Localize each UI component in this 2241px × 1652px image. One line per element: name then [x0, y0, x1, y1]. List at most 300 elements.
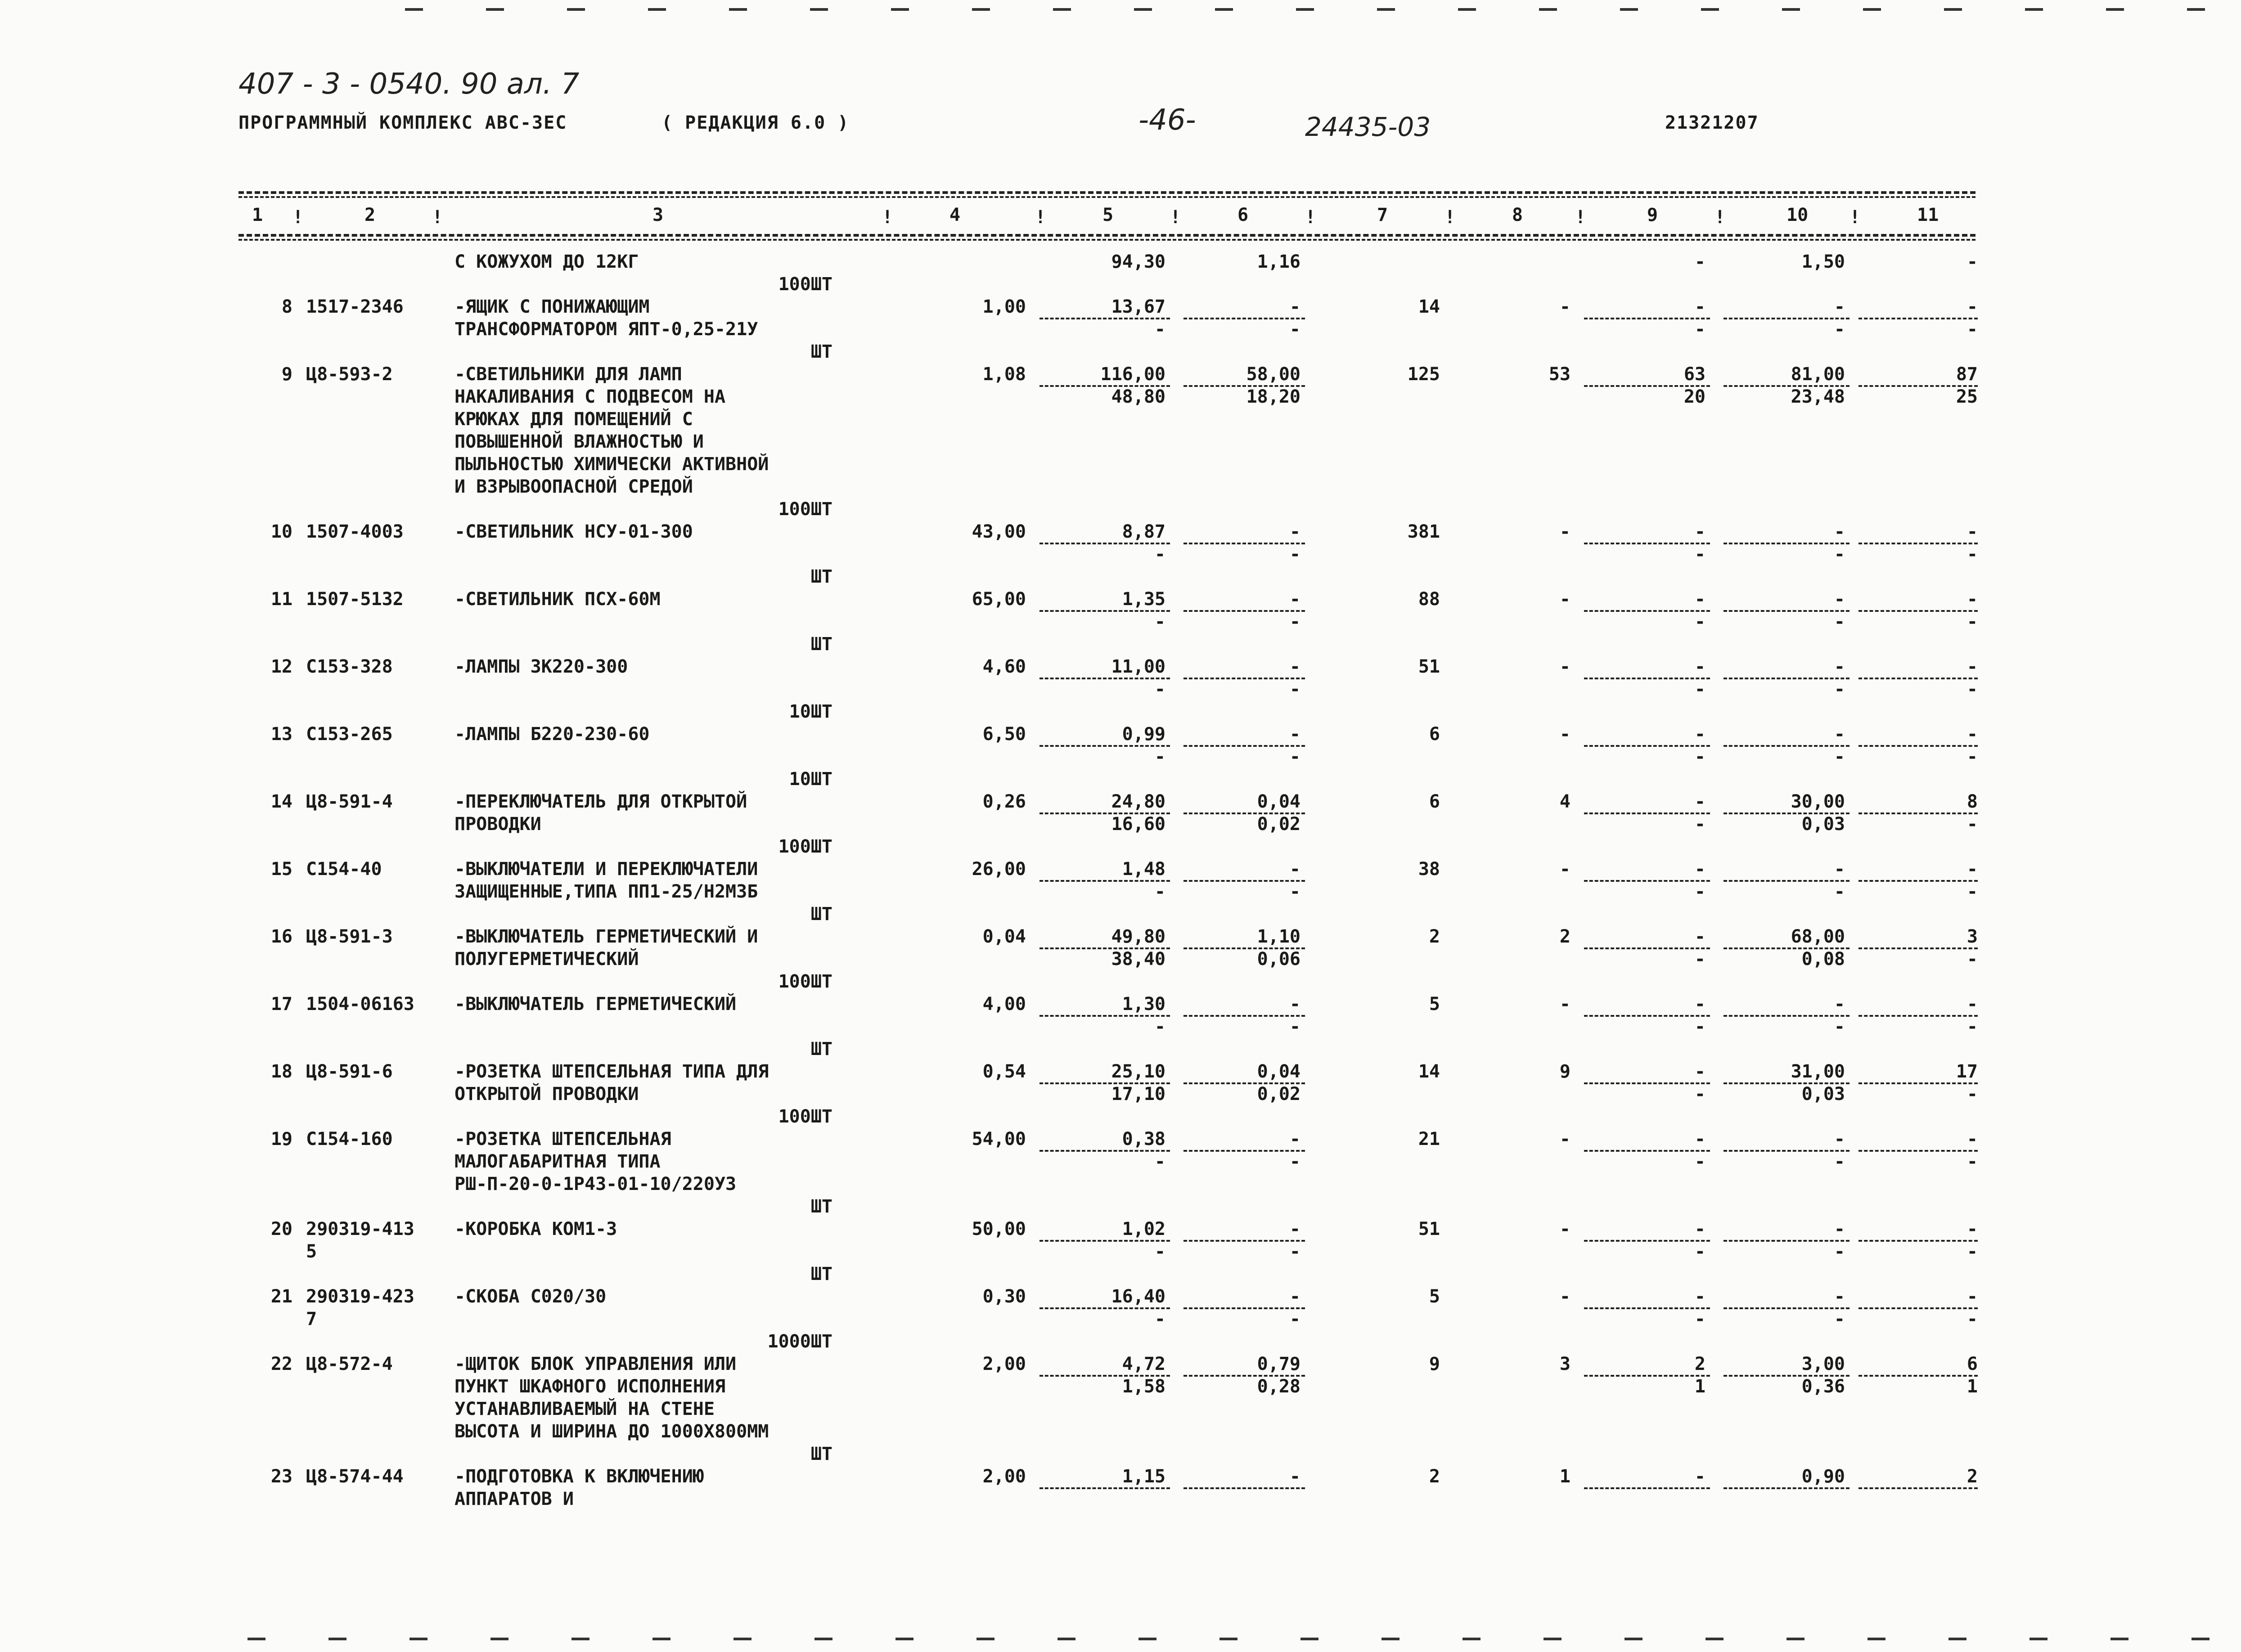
row-col4: 0,54: [982, 1061, 1026, 1082]
row-description: -ЩИТОК БЛОК УПРАВЛЕНИЯ ИЛИ: [454, 1354, 737, 1374]
row-col9: -: [1694, 1286, 1706, 1307]
row-description: -СВЕТИЛЬНИК ПСХ-60М: [454, 589, 661, 610]
row-col5: 1,02: [1122, 1219, 1166, 1239]
row-number: 13: [270, 724, 292, 745]
cell-rule: [1724, 1015, 1850, 1017]
row-col6-second: -: [1289, 881, 1300, 902]
cell-rule: [1858, 1082, 1978, 1084]
scan-dash: [1944, 8, 1962, 11]
row-description: -КОРОБКА КОМ1-3: [454, 1219, 617, 1239]
row-col6-second: -: [1289, 319, 1300, 340]
scan-dash: [1868, 1638, 1886, 1640]
row-col10: 31,00: [1791, 1061, 1845, 1082]
row-col8: -: [1559, 994, 1570, 1015]
column-header-3: 3: [652, 205, 664, 225]
row-col4: 26,00: [972, 859, 1026, 880]
row-col10: -: [1834, 521, 1845, 542]
row-col9: -: [1694, 1061, 1706, 1082]
scan-dash: [328, 1638, 346, 1640]
cell-rule: [1040, 745, 1170, 747]
row-description: -СВЕТИЛЬНИК НСУ-01-300: [454, 521, 693, 542]
column-header-8: 8: [1512, 205, 1523, 225]
row-col6: 1,16: [1257, 251, 1300, 272]
scan-dash: [972, 8, 990, 11]
row-unit: ШТ: [810, 1264, 832, 1284]
row-col10: 3,00: [1801, 1354, 1845, 1374]
row-col5: 0,99: [1122, 724, 1166, 745]
row-col7: 5: [1429, 994, 1440, 1015]
row-col9: -: [1694, 296, 1706, 317]
scan-dash: [734, 1638, 752, 1640]
row-description: -ВЫКЛЮЧАТЕЛЬ ГЕРМЕТИЧЕСКИЙ И: [454, 926, 758, 947]
row-col10: -: [1834, 1129, 1845, 1149]
cell-rule: [1584, 1082, 1710, 1084]
cell-rule: [1184, 318, 1305, 319]
scan-dash: [248, 1638, 266, 1640]
cell-rule: [1724, 1307, 1850, 1309]
cell-rule: [1858, 947, 1978, 949]
row-col8: 3: [1559, 1354, 1570, 1374]
row-description: -ВЫКЛЮЧАТЕЛИ И ПЕРЕКЛЮЧАТЕЛИ: [454, 859, 758, 880]
row-col5-second: -: [1154, 1016, 1166, 1037]
scan-dash: [1701, 8, 1719, 11]
row-col4: 6,50: [982, 724, 1026, 745]
row-col11: 6: [1966, 1354, 1978, 1374]
row-code: 290319-423: [306, 1286, 414, 1307]
cell-rule: [1584, 1307, 1710, 1309]
row-col7: 14: [1418, 1061, 1440, 1082]
cell-rule: [1858, 1015, 1978, 1017]
scan-dash: [1134, 8, 1152, 11]
row-col8: -: [1559, 1219, 1570, 1239]
scan-dash: [1620, 8, 1638, 11]
row-col10: 0,90: [1801, 1466, 1845, 1487]
row-col8: -: [1559, 521, 1570, 542]
row-col7: 38: [1418, 859, 1440, 880]
cell-rule: [1724, 678, 1850, 679]
row-col8: -: [1559, 589, 1570, 610]
row-unit: 10ШТ: [789, 701, 832, 722]
row-col9-second: -: [1694, 1309, 1706, 1329]
row-col11-second: -: [1966, 1151, 1978, 1172]
row-description: ПУНКТ ШКАФНОГО ИСПОЛНЕНИЯ: [454, 1376, 726, 1397]
row-col4: 4,00: [982, 994, 1026, 1015]
row-col10: 30,00: [1791, 791, 1845, 812]
row-number: 21: [270, 1286, 292, 1307]
row-col11: -: [1966, 1219, 1978, 1239]
row-col11: 17: [1956, 1061, 1978, 1082]
row-col10: -: [1834, 994, 1845, 1015]
row-code-continuation: 5: [306, 1241, 317, 1262]
row-col5: 4,72: [1122, 1354, 1166, 1374]
cell-rule: [1184, 1240, 1305, 1242]
cell-rule: [1040, 1487, 1170, 1489]
row-description: -РОЗЕТКА ШТЕПСЕЛЬНАЯ ТИПА ДЛЯ: [454, 1061, 769, 1082]
column-header-10: 10: [1786, 205, 1809, 225]
row-number: 16: [270, 926, 292, 947]
row-col7: 381: [1407, 521, 1440, 542]
row-description: ПОЛУГЕРМЕТИЧЕСКИЙ: [454, 949, 639, 970]
row-col5-second: 38,40: [1111, 949, 1166, 970]
cell-rule: [1584, 1015, 1710, 1017]
column-separator: !: [1170, 207, 1181, 228]
handwritten-page-number: -46-: [1138, 103, 1196, 137]
row-col7: 6: [1429, 791, 1440, 812]
scan-dash: [572, 1638, 590, 1640]
row-col11: 3: [1966, 926, 1978, 947]
program-edition: ( РЕДАКЦИЯ 6.0 ): [662, 112, 850, 133]
row-col9: -: [1694, 926, 1706, 947]
row-col10: 1,50: [1801, 251, 1845, 272]
row-col8: -: [1559, 296, 1570, 317]
cell-rule: [1584, 678, 1710, 679]
row-col6: -: [1289, 859, 1300, 880]
row-unit: 100ШТ: [778, 1106, 832, 1127]
row-col10-second: -: [1834, 611, 1845, 632]
cell-rule: [1184, 1487, 1305, 1489]
cell-rule: [1040, 880, 1170, 882]
row-col6: -: [1289, 994, 1300, 1015]
row-col8: -: [1559, 859, 1570, 880]
row-number: 14: [270, 791, 292, 812]
cell-rule: [1724, 880, 1850, 882]
row-col7: 2: [1429, 926, 1440, 947]
table-header-rule-2: [238, 239, 1976, 241]
scan-dash: [405, 8, 423, 11]
row-col9-second: 1: [1694, 1376, 1706, 1397]
cell-rule: [1858, 1307, 1978, 1309]
scan-dash: [1377, 8, 1395, 11]
row-code: С153-328: [306, 656, 393, 677]
row-col10-second: 0,08: [1801, 949, 1845, 970]
row-description: И ВЗРЫВООПАСНОЙ СРЕДОЙ: [454, 476, 693, 497]
column-separator: !: [1575, 207, 1586, 228]
row-col11-second: -: [1966, 814, 1978, 835]
row-col10-second: -: [1834, 1309, 1845, 1329]
row-code: 1517-2346: [306, 296, 404, 317]
row-col7: 88: [1418, 589, 1440, 610]
row-unit: 100ШТ: [778, 499, 832, 520]
cell-rule: [1858, 610, 1978, 612]
cell-rule: [1724, 610, 1850, 612]
row-description: ВЫСОТА И ШИРИНА ДО 1000Х800ММ: [454, 1421, 769, 1442]
row-col4: 50,00: [972, 1219, 1026, 1239]
column-separator: !: [882, 207, 893, 228]
scan-dash: [1624, 1638, 1642, 1640]
row-col10: 81,00: [1791, 364, 1845, 385]
row-description: -ЛАМПЫ ЗК220-300: [454, 656, 628, 677]
row-number: 19: [270, 1129, 292, 1149]
row-unit: ШТ: [810, 1039, 832, 1059]
cell-rule: [1858, 880, 1978, 882]
row-col9: -: [1694, 589, 1706, 610]
row-unit: ШТ: [810, 904, 832, 925]
cell-rule: [1858, 543, 1978, 544]
row-col10: -: [1834, 1286, 1845, 1307]
column-header-2: 2: [364, 205, 376, 225]
cell-rule: [1184, 880, 1305, 882]
row-col11: 87: [1956, 364, 1978, 385]
row-col6: -: [1289, 1466, 1300, 1487]
row-col6: -: [1289, 296, 1300, 317]
cell-rule: [1184, 543, 1305, 544]
row-code: 290319-413: [306, 1219, 414, 1239]
row-col11: -: [1966, 589, 1978, 610]
row-col11: -: [1966, 859, 1978, 880]
cell-rule: [1584, 318, 1710, 319]
row-col6: 1,10: [1257, 926, 1300, 947]
row-description: АППАРАТОВ И: [454, 1489, 574, 1509]
scan-dash: [1544, 1638, 1562, 1640]
row-col4: 43,00: [972, 521, 1026, 542]
row-description: -СКОБА С020/30: [454, 1286, 607, 1307]
row-code: С154-160: [306, 1129, 393, 1149]
program-title: ПРОГРАММНЫЙ КОМПЛЕКС АВС-3ЕС: [238, 112, 567, 133]
scan-dash: [2110, 1638, 2128, 1640]
row-col6: 58,00: [1246, 364, 1300, 385]
row-code: Ц8-593-2: [306, 364, 393, 385]
column-header-9: 9: [1647, 205, 1658, 225]
row-col5-second: -: [1154, 611, 1166, 632]
row-col9: -: [1694, 251, 1706, 272]
scan-dash: [410, 1638, 428, 1640]
row-code: Ц8-591-4: [306, 791, 393, 812]
row-code: С154-40: [306, 859, 382, 880]
handwritten-reference: 24435-03: [1305, 112, 1431, 142]
scan-dash: [1215, 8, 1233, 11]
row-number: 10: [270, 521, 292, 542]
row-col5: 49,80: [1111, 926, 1166, 947]
scan-dash: [1539, 8, 1557, 11]
scan-dash: [1706, 1638, 1724, 1640]
row-col7: 125: [1407, 364, 1440, 385]
row-code: С153-265: [306, 724, 393, 745]
row-code: Ц8-572-4: [306, 1354, 393, 1374]
row-col11-second: -: [1966, 611, 1978, 632]
scan-dash: [1053, 8, 1071, 11]
row-col9-second: -: [1694, 1016, 1706, 1037]
row-number: 23: [270, 1466, 292, 1487]
row-col10: -: [1834, 296, 1845, 317]
row-code: Ц8-574-44: [306, 1466, 404, 1487]
row-col7: 14: [1418, 296, 1440, 317]
row-col5: 94,30: [1111, 251, 1166, 272]
row-col10-second: 0,36: [1801, 1376, 1845, 1397]
row-description: -ПОДГОТОВКА К ВКЛЮЧЕНИЮ: [454, 1466, 704, 1487]
row-col10: -: [1834, 656, 1845, 677]
row-col9: -: [1694, 1219, 1706, 1239]
scan-dash: [814, 1638, 832, 1640]
row-col5: 16,40: [1111, 1286, 1166, 1307]
row-code: 1507-5132: [306, 589, 404, 610]
row-col11: -: [1966, 1286, 1978, 1307]
row-description: ТРАНСФОРМАТОРОМ ЯПТ-0,25-21У: [454, 319, 758, 340]
row-col6-second: -: [1289, 1151, 1300, 1172]
row-col6-second: -: [1289, 746, 1300, 767]
scan-dash: [648, 8, 666, 11]
row-description: ЗАЩИЩЕННЫЕ,ТИПА ПП1-25/Н2М3Б: [454, 881, 758, 902]
cell-rule: [1040, 1150, 1170, 1152]
column-header-11: 11: [1917, 205, 1939, 225]
row-col9-second: -: [1694, 1241, 1706, 1262]
row-col5-second: 48,80: [1111, 386, 1166, 407]
row-col4: 65,00: [972, 589, 1026, 610]
scan-dash: [976, 1638, 994, 1640]
row-col5-second: -: [1154, 544, 1166, 565]
row-col7: 9: [1429, 1354, 1440, 1374]
column-header-5: 5: [1102, 205, 1114, 225]
row-col10-second: -: [1834, 1016, 1845, 1037]
row-col11-second: -: [1966, 1084, 1978, 1104]
row-col9-second: -: [1694, 611, 1706, 632]
row-col7: 5: [1429, 1286, 1440, 1307]
cell-rule: [1724, 1240, 1850, 1242]
cell-rule: [1040, 610, 1170, 612]
scan-dash: [1458, 8, 1476, 11]
row-description: НАКАЛИВАНИЯ С ПОДВЕСОМ НА: [454, 386, 726, 407]
row-description: -РОЗЕТКА ШТЕПСЕЛЬНАЯ: [454, 1129, 671, 1149]
row-unit: 10ШТ: [789, 769, 832, 790]
cell-rule: [1858, 318, 1978, 319]
row-description: УСТАНАВЛИВАЕМЫЙ НА СТЕНЕ: [454, 1399, 715, 1419]
cell-rule: [1724, 745, 1850, 747]
row-code: 1507-4003: [306, 521, 404, 542]
row-col9-second: 20: [1683, 386, 1706, 407]
scan-dash: [567, 8, 585, 11]
row-col11-second: -: [1966, 319, 1978, 340]
row-col5: 116,00: [1100, 364, 1166, 385]
row-col5-second: -: [1154, 746, 1166, 767]
row-col11-second: -: [1966, 679, 1978, 700]
cell-rule: [1040, 1240, 1170, 1242]
row-description: -ЛАМПЫ Б220-230-60: [454, 724, 650, 745]
row-col5: 24,80: [1111, 791, 1166, 812]
row-number: 17: [270, 994, 292, 1015]
table-header-rule: [238, 234, 1976, 237]
row-col9-second: -: [1694, 679, 1706, 700]
row-col10: -: [1834, 724, 1845, 745]
row-col4: 1,08: [982, 364, 1026, 385]
row-col11: 8: [1966, 791, 1978, 812]
column-separator: !: [1444, 207, 1456, 228]
column-separator: !: [1035, 207, 1046, 228]
row-col11-second: 25: [1956, 386, 1978, 407]
row-col11: -: [1966, 251, 1978, 272]
row-col5: 0,38: [1122, 1129, 1166, 1149]
row-description: С КОЖУХОМ ДО 12КГ: [454, 251, 639, 272]
row-col7: 51: [1418, 1219, 1440, 1239]
row-col5-second: -: [1154, 1309, 1166, 1329]
row-col11-second: -: [1966, 1309, 1978, 1329]
row-description: -ВЫКЛЮЧАТЕЛЬ ГЕРМЕТИЧЕСКИЙ: [454, 994, 737, 1015]
row-col10-second: -: [1834, 1241, 1845, 1262]
row-col9-second: -: [1694, 1151, 1706, 1172]
cell-rule: [1724, 1150, 1850, 1152]
row-col8: -: [1559, 656, 1570, 677]
row-col10: -: [1834, 859, 1845, 880]
row-col6: -: [1289, 1286, 1300, 1307]
row-col10-second: 0,03: [1801, 1084, 1845, 1104]
row-col11-second: -: [1966, 746, 1978, 767]
row-col11-second: -: [1966, 544, 1978, 565]
row-col9-second: -: [1694, 319, 1706, 340]
scan-dash: [1382, 1638, 1400, 1640]
scan-dash: [1296, 8, 1314, 11]
row-col11: -: [1966, 656, 1978, 677]
cell-rule: [1858, 745, 1978, 747]
row-unit: ШТ: [810, 1196, 832, 1217]
row-col9-second: -: [1694, 814, 1706, 835]
row-number: 15: [270, 859, 292, 880]
scan-dash: [1300, 1638, 1318, 1640]
row-col5-second: 16,60: [1111, 814, 1166, 835]
cell-rule: [1584, 1240, 1710, 1242]
row-col9: -: [1694, 859, 1706, 880]
cell-rule: [1858, 1150, 1978, 1152]
row-col10-second: -: [1834, 1151, 1845, 1172]
cell-rule: [1584, 745, 1710, 747]
row-col6-second: -: [1289, 679, 1300, 700]
row-col8: -: [1559, 1129, 1570, 1149]
column-header-4: 4: [950, 205, 961, 225]
row-col6: 0,04: [1257, 791, 1300, 812]
column-separator: !: [1305, 207, 1316, 228]
row-unit: 100ШТ: [778, 274, 832, 295]
row-col8: 9: [1559, 1061, 1570, 1082]
row-number: 11: [270, 589, 292, 610]
row-col6: -: [1289, 1129, 1300, 1149]
column-separator: !: [1850, 207, 1861, 228]
row-unit: 1000ШТ: [767, 1331, 832, 1352]
row-col11: -: [1966, 994, 1978, 1015]
row-col8: 53: [1548, 364, 1570, 385]
row-col6: 0,04: [1257, 1061, 1300, 1082]
row-col11-second: -: [1966, 949, 1978, 970]
row-col6-second: -: [1289, 1309, 1300, 1329]
row-col4: 0,30: [982, 1286, 1026, 1307]
row-number: 8: [281, 296, 292, 317]
row-col9-second: -: [1694, 881, 1706, 902]
row-col4: 4,60: [982, 656, 1026, 677]
cell-rule: [1584, 610, 1710, 612]
scan-dash: [2192, 1638, 2210, 1640]
handwritten-drawing-code: 407 - 3 - 0540. 90 ал. 7: [238, 67, 580, 101]
column-separator: !: [1714, 207, 1726, 228]
cell-rule: [1584, 880, 1710, 882]
row-col9: 63: [1683, 364, 1706, 385]
row-description: КРЮКАХ ДЛЯ ПОМЕЩЕНИЙ С: [454, 409, 693, 430]
row-col11-second: -: [1966, 1016, 1978, 1037]
row-col4: 1,00: [982, 296, 1026, 317]
document-number: 21321207: [1665, 112, 1759, 133]
cell-rule: [1184, 678, 1305, 679]
column-separator: !: [292, 207, 304, 228]
row-col10-second: -: [1834, 746, 1845, 767]
row-col11-second: -: [1966, 881, 1978, 902]
row-number: 18: [270, 1061, 292, 1082]
row-col6: -: [1289, 724, 1300, 745]
row-col11-second: 1: [1966, 1376, 1978, 1397]
row-unit: 100ШТ: [778, 836, 832, 857]
row-code: Ц8-591-6: [306, 1061, 393, 1082]
row-col5-second: 17,10: [1111, 1084, 1166, 1104]
row-col6-second: -: [1289, 1241, 1300, 1262]
row-col10-second: -: [1834, 319, 1845, 340]
row-col11: -: [1966, 724, 1978, 745]
scan-dash: [2025, 8, 2043, 11]
row-unit: 100ШТ: [778, 971, 832, 992]
row-col5: 1,48: [1122, 859, 1166, 880]
